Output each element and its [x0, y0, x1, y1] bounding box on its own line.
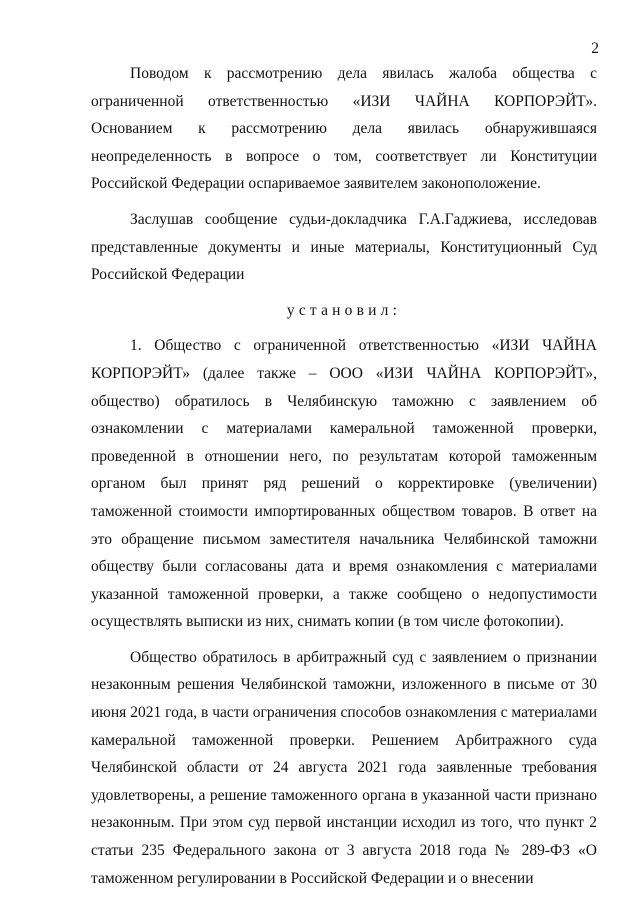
page-number: 2: [591, 40, 599, 57]
finding-paragraph-2: Общество обратилось в арбитражный суд с заявлением о признании незаконным решения Челябинской таможни, изложенного в письме от 30 июня 2021 года, в части ограничения способов ознакомления с материалами камеральной таможенной проверки. Решением Арбитражного суда Челябинской области от 24 августа 2021 года заявленные требования удовлетворены, а решение таможенного органа в указанной части признано незаконным. При этом суд первой инстанции исходил из того, что пункт 2 статьи 235 Федерального закона от 3 августа 2018 года № 289-ФЗ «О таможенном регулировании в Российской Федерации и о внесении: [91, 648, 597, 887]
document-body: [91, 60, 597, 900]
finding-paragraph-1: 1. Общество с ограниченной ответственностью «ИЗИ ЧАЙНА КОРПОРЭЙТ» (далее также – ООО «ИЗИ ЧАЙНА КОРПОРЭЙТ», общество) обратилось в Челябинскую таможню с заявлением об ознакомлении с материалами камеральной таможенной проверки, проведенной в отношении него, по результатам которой таможенным органом был принят ряд решений о корректировке (увеличении) таможенной стоимости импортированных обществом товаров. В ответ на это обращение письмом заместителя начальника Челябинской таможни обществу были согласованы дата и время ознакомления с материалами указанной таможенной проверки, а также сообщено о недопустимости осуществлять выписки из них, снимать копии (в том числе фотокопии).: [91, 337, 597, 631]
intro-paragraph-hearing: Заслушав сообщение судьи-докладчика Г.А.Гаджиева, исследовав представленные документы и иные материалы, Конституционный Суд Российской Федерации: [91, 210, 597, 284]
resolution-heading: установил:: [286, 301, 402, 319]
intro-paragraph-grounds: Поводом к рассмотрению дела явилась жалоба общества с ограниченной ответственностью «ИЗИ ЧАЙНА КОРПОРЭЙТ». Основанием к рассмотрению дела явилась обнаружившаяся неопределенность в вопросе о том, соответствует ли Конституции Российской Федерации оспариваемое заявителем законоположение.: [91, 65, 597, 193]
